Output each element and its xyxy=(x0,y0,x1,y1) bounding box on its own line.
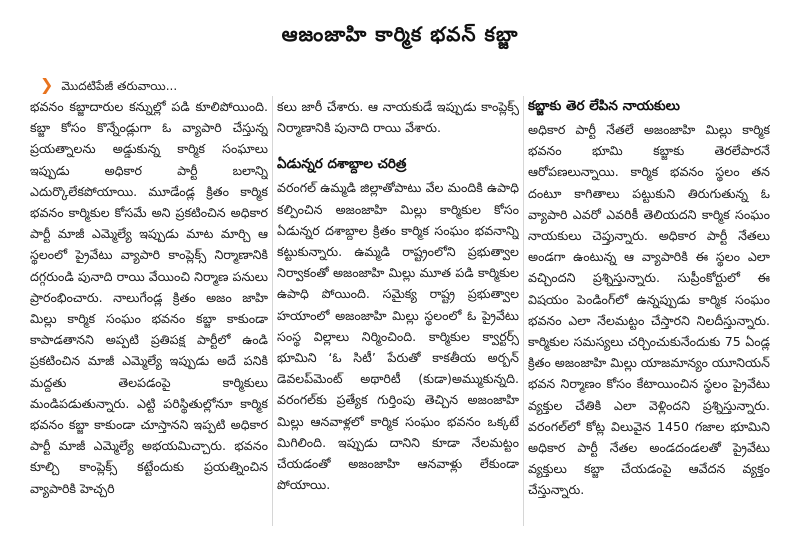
subheading-history: ఏడున్నర దశాబ్దాల చరిత్ర xyxy=(277,156,407,173)
subheading-leaders: కబ్జాకు తెర లేపిన నాయకులు xyxy=(528,98,680,114)
chevron-right-icon: ❯ xyxy=(40,75,54,94)
article-headline: ఆజంజాహి కార్మిక భవన్ కబ్జా xyxy=(281,22,519,46)
kicker-text: మొదటిపేజీ తరువాయి... xyxy=(61,79,178,93)
article-column-2 xyxy=(277,96,519,534)
column-2-text: వరంగల్ ఉమ్మడి జిల్లాతోపాటు వేల మందికి ఉపాధి కల్పించిన అజంజాహి మిల్లు కార్మికుల కోసం ఏడున్నర దశాబ్దాల క్రితం కార్మిక సంఘం భవనాన్ని కట్టుకున్నారు. ఉమ్మడి రాష్ట్రంలోని ప్రభుత్వాల నిర్వాకంతో అజంజాహి మిల్లు మూత పడి కార్మికుల ఉపాధి పోయింది. సమైక్య రాష్ట్ర ప్రభుత్వాల హయాంలో అజంజాహి మిల్లు స్థలంలో ఓ ప్రైవేటు సంస్థ విల్లాలు నిర్మించింది. కార్మికుల క్వార్టర్స్ భూమిని ‘ఓ సిటీ’ పేరుతో కాకతీయ అర్బన్ డెవలప్‌మెంట్ అథారిటీ (కుడా)అమ్ముకున్నది. వరంగల్‌కు ప్రత్యేక గుర్తింపు తెచ్చిన అజంజాహి మిల్లు ఆనవాళ్లలో కార్మిక సంఘం భవనం ఒక్కటే మిగిలింది. ఇప్పుడు దానిని కూడా నేలమట్టం చేయడంతో అజంజాహి ఆనవాళ్లు లేకుండా పోయాయి. xyxy=(277,180,519,493)
column-1-text: భవనం కబ్జాదారుల కన్నుల్లో పడి కూలిపోయింది. కబ్జా కోసం కొన్నేండ్లుగా ఓ వ్యాపారి చేస్తున్న ప్రయత్నాలను అడ్డుకున్న కార్మిక సంఘాలు ఇప్పుడు అధికార పార్టీ బలాన్ని ఎదుర్కొలేకపోయాయి. మూడేండ్ల క్రితం కార్మిక భవనం కార్మికుల కోసమే అని ప్రకటించిన అధికార పార్టీ మాజీ ఎమ్మెల్యే ఇప్పుడు మాట మార్చి ఆ స్థలంలో ప్రైవేటు వ్యాపారి కాంప్లెక్స్ నిర్మాణానికి దగ్గరుండి పునాది రాయి వేయించి నిర్మాణ పనులు ప్రారంభించారు. నాలుగేండ్ల క్రితం అజం జాహి మిల్లు కార్మిక సంఘం భవనం కబ్జా కాకుండా కాపాడతానని అప్పటి ప్రతిపక్ష పార్టీలో ఉండి ప్రకటించిన మాజీ ఎమ్మెల్యే ఇప్పుడు అదే పనికి మద్దతు తెలపడంపై కార్మికులు మండిపడుతున్నారు. ఎట్టి పరిస్థితుల్లోనూ కార్మిక భవనం కబ్జా కాకుండా చూస్తానని ఇప్పటి అధికార పార్టీ మాజీ ఎమ్మెల్యే అభయమిచ్చారు. భవనం కూల్చి కాంప్లెక్స్ కట్టేందుకు ప్రయత్నించిన వ్యాపారికి హెచ్చరి xyxy=(30,99,268,496)
column-2-intro: కలు జారీ చేశారు. ఆ నాయకుడే ఇప్పుడు కాంప్లెక్స్ నిర్మాణానికి పునాది రాయి వేశారు. xyxy=(277,99,519,136)
article-column-3 xyxy=(528,96,770,534)
column-3-text: అధికార పార్టీ నేతలే అజంజాహి మిల్లు కార్మిక భవనం భూమి కబ్జాకు తెరలేపారనే ఆరోపణలున్నాయి. కార్మిక భవనం స్థలం తన దంటూ కాగితాలు పట్టుకుని తిరుగుతున్న ఓ వ్యాపారి ఎవరో ఎవరికీ తెలియదని కార్మిక సంఘం నాయకులు చెప్తున్నారు. అధికార పార్టీ నేతలు అండగా ఉంటున్న ఆ వ్యాపారికి ఈ స్థలం ఎలా వచ్చిందని ప్రశ్నిస్తున్నారు. సుప్రీంకోర్టులో ఈ విషయం పెండింగ్‌లో ఉన్నప్పుడు కార్మిక సంఘం భవనం ఎలా నేలమట్టం చేస్తారని నిలదీస్తున్నారు. కార్మికుల సమస్యలు చర్చించుకునేందుకు 75 ఏండ్ల క్రితం అజంజాహి మిల్లు యాజమాన్యం యూనియన్ భవన నిర్మాణం కోసం కేటాయించిన స్థలం ప్రైవేటు వ్యక్తుల చేతికి ఎలా వెళ్లిందని ప్రశ్నిస్తున్నారు. వరంగల్‌లో కోట్ల విలువైన 1450 గజాల భూమిని అధికార పార్టీ నేతల అండదండలతో ప్రైవేటు వ్యక్తులు కబ్జా చేయడంపై ఆవేదన వ్యక్తం చేస్తున్నారు. xyxy=(528,122,770,498)
column-divider xyxy=(523,96,524,526)
continuation-kicker xyxy=(40,76,177,94)
article-column-1 xyxy=(30,96,268,534)
column-divider xyxy=(272,96,273,526)
